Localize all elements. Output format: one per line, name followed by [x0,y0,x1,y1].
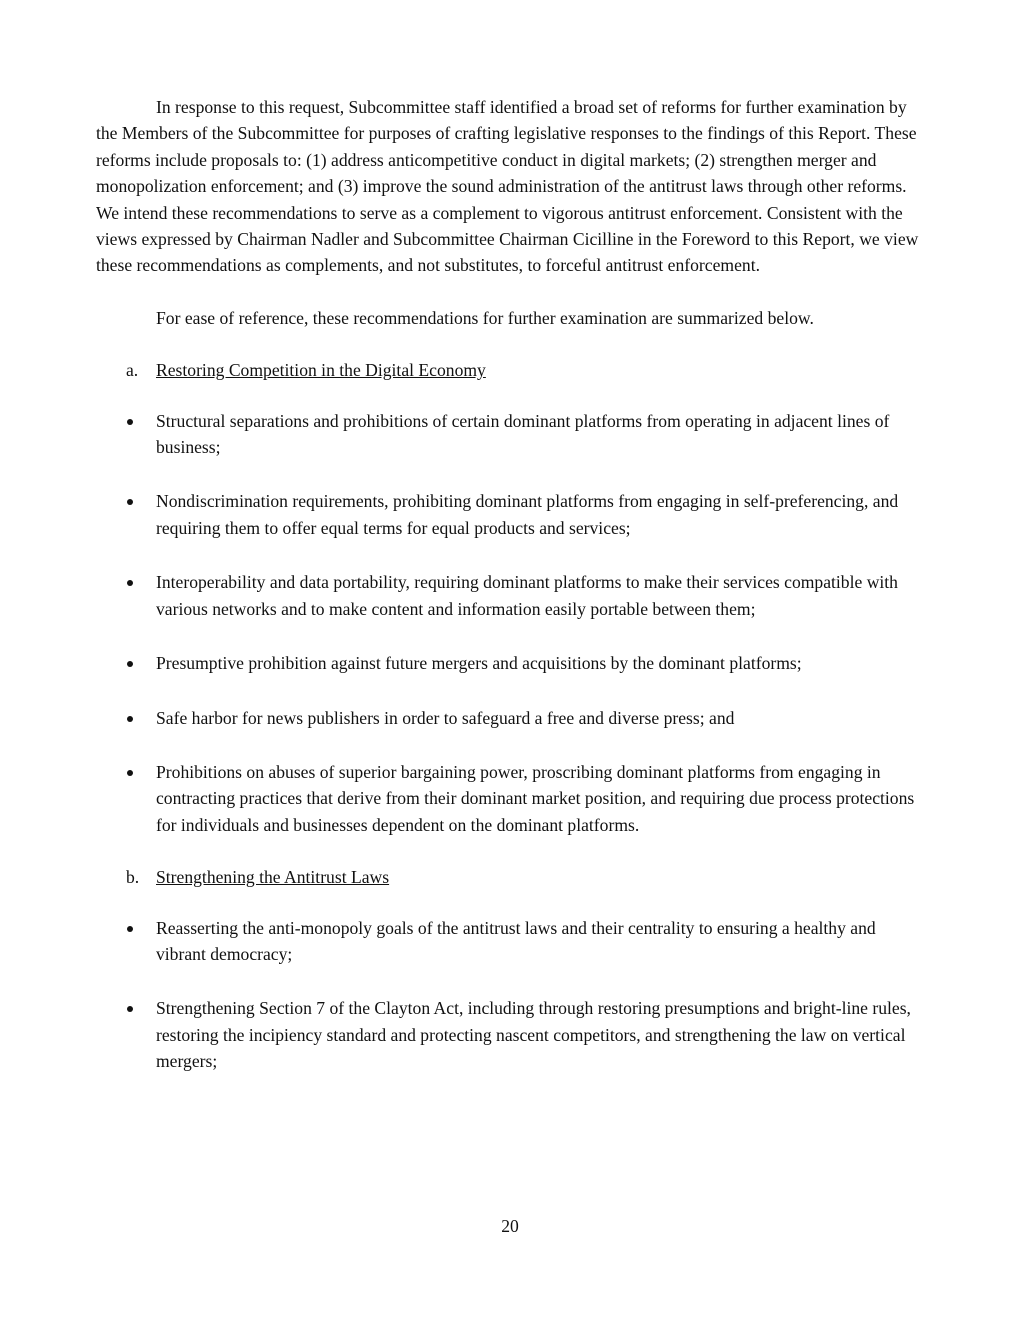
bullet-icon [127,770,133,776]
list-item [96,650,922,676]
section-title: Strengthening the Antitrust Laws [156,867,390,888]
bullet-icon [127,716,133,722]
bullet-icon [127,419,133,425]
list-item-text: Reasserting the anti-monopoly goals of the antitrust laws and their centrality to ensuring a healthy and vibrant democracy; [156,917,876,964]
list-item-text: Safe harbor for news publishers in order to safeguard a free and diverse press; and [156,707,735,728]
list-item-text: Strengthening Section 7 of the Clayton Act, including through restoring presumptions and bright-line rules, restoring the incipiency standard and protecting nascent competitors, and strengthening the law on vertical mergers; [156,998,911,1072]
list-item [96,488,922,541]
bullet-list-a [96,408,922,838]
section-letter: a. [126,360,139,381]
section-title: Restoring Competition in the Digital Economy [156,360,486,381]
section-letter: b. [126,867,140,888]
bullet-icon [127,1006,133,1012]
bullet-icon [127,661,133,667]
list-item [96,915,922,968]
list-item [96,705,922,731]
summary-paragraph: For ease of reference, these recommendations for further examination are summarized below. [156,307,814,328]
list-item-text: Nondiscrimination requirements, prohibiting dominant platforms from engaging in self-preferencing, and requiring them to offer equal terms for equal products and services; [156,491,899,538]
bullet-icon [127,580,133,586]
document-page [96,94,922,1075]
bullet-icon [127,499,133,505]
list-item [96,995,922,1074]
list-item-text: Structural separations and prohibitions of certain dominant platforms from operating in adjacent lines of business; [156,410,890,458]
bullet-icon [127,926,133,932]
list-item-text: Interoperability and data portability, requiring dominant platforms to make their services compatible with various networks and to make content and information easily portable between them; [156,572,898,619]
list-item [96,759,922,838]
page-number: 20 [501,1216,519,1236]
section-heading-a [96,357,922,383]
list-item [96,569,922,622]
list-item-text: Prohibitions on abuses of superior bargaining power, proscribing dominant platforms from engaging in contracting practices that derive from their dominant market position, and requiring due process protections for individuals and businesses dependent on the dominant platforms. [156,761,915,835]
bullet-list-b [96,915,922,1075]
intro-paragraph: In response to this request, Subcommittee staff identified a broad set of reforms for further examination by the Members of the Subcommittee for purposes of crafting legislative responses to the findings of this Report. These reforms include proposals to: (1) address anticompetitive conduct in digital markets; (2) strengthen merger and monopolization enforcement; and (3) improve the sound administration of the antitrust laws through other reforms. We intend these recommendations to serve as a complement to vigorous antitrust enforcement. Consistent with the views expressed by Chairman Nadler and Subcommittee Chairman Cicilline in the Foreword to this Report, we view these recommendations as complements, and not substitutes, to forceful antitrust enforcement. [96,97,919,276]
list-item-text: Presumptive prohibition against future mergers and acquisitions by the dominant platforms; [156,653,802,674]
list-item [96,408,922,461]
section-heading-b [96,864,922,890]
